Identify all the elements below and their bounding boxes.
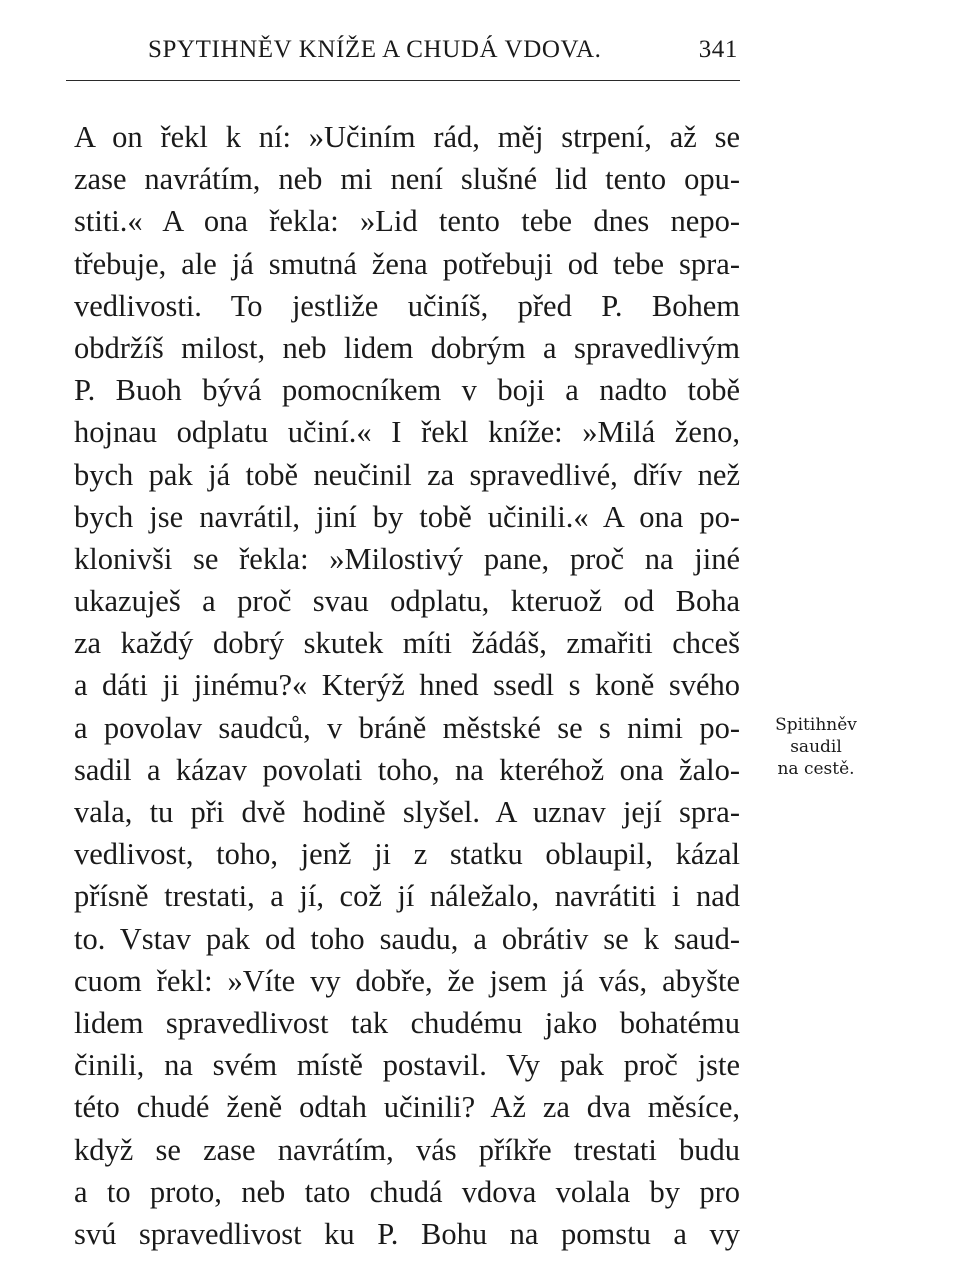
text-line: této chudé ženě odtah učinili? Až za dva měsíce, <box>74 1090 740 1125</box>
running-title: SPYTIHNĚV KNÍŽE A CHUDÁ VDOVA. <box>148 36 602 63</box>
page-number: 341 <box>698 36 738 63</box>
text-line: vedlivost, toho, jenž ji z statku oblaupil, kázal <box>74 837 740 872</box>
text-line: ukazuješ a proč svau odplatu, kteruož od Boha <box>74 584 740 619</box>
text-line: vedlivosti. To jestliže učiníš, před P. Bohem <box>74 288 740 323</box>
text-line: A on řekl k ní: »Učiním rád, měj strpení, až se <box>74 120 740 154</box>
text-line: přísně trestati, a jí, což jí náležalo, navrátiti i nad <box>74 879 740 914</box>
margin-note-line: na cestě. <box>777 759 855 779</box>
text-line: za každý dobrý skutek míti žádáš, zmařiti chceš <box>74 626 740 661</box>
text-line: P. Buoh bývá pomocníkem v boji a nadto tobě <box>74 373 740 408</box>
text-line: bych pak já tobě neučinil za spravedlivé, dřív než <box>74 457 740 492</box>
text-line: bych jse navrátil, jiní by tobě učinili.« A ona po- <box>74 499 740 534</box>
text-line: a to proto, neb tato chudá vdova volala by pro <box>74 1174 740 1209</box>
text-line: třebuje, ale já smutná žena potřebuji od tebe spra- <box>74 246 740 281</box>
text-line: svú spravedlivost ku P. Bohu na pomstu a vy <box>74 1216 740 1251</box>
text-line: činili, na svém místě postavil. Vy pak proč jste <box>74 1048 740 1083</box>
text-line: vala, tu při dvě hodině slyšel. A uznav její spra- <box>74 795 740 829</box>
text-line: cuom řekl: »Víte vy dobře, že jsem já vás, abyšte <box>74 963 740 998</box>
text-line: hojnau odplatu učiní.« I řekl kníže: »Milá ženo, <box>74 415 740 450</box>
text-line: a dáti ji jinému?« Kterýž hned ssedl s koně svého <box>74 668 740 703</box>
text-line: lidem spravedlivost tak chudému jako bohatému <box>74 1005 740 1040</box>
running-head <box>148 36 738 72</box>
text-line: to. Vstav pak od toho saudu, a obrátiv se k saud- <box>74 921 740 956</box>
text-line: klonivši se řekla: »Milostivý pane, proč na jiné <box>74 541 740 576</box>
text-line: obdržíš milost, neb lidem dobrým a spravedlivým <box>74 330 740 365</box>
margin-note-line: Spitihněv <box>775 715 857 735</box>
text-line: a povolav saudců, v bráně městské se s nimi po- <box>74 710 740 745</box>
header-rule <box>66 80 740 81</box>
body-text <box>74 116 740 1255</box>
text-line: když se zase navrátím, vás příkře trestati budu <box>74 1132 740 1167</box>
margin-note <box>752 714 880 780</box>
text-line: sadil a kázav povolati toho, na kteréhož ona žalo- <box>74 752 740 787</box>
text-line: zase navrátím, neb mi není slušné lid tento opu- <box>74 162 740 197</box>
text-line: stiti.« A ona řekla: »Lid tento tebe dnes nepo- <box>74 204 740 239</box>
margin-note-line: saudil <box>790 737 842 757</box>
